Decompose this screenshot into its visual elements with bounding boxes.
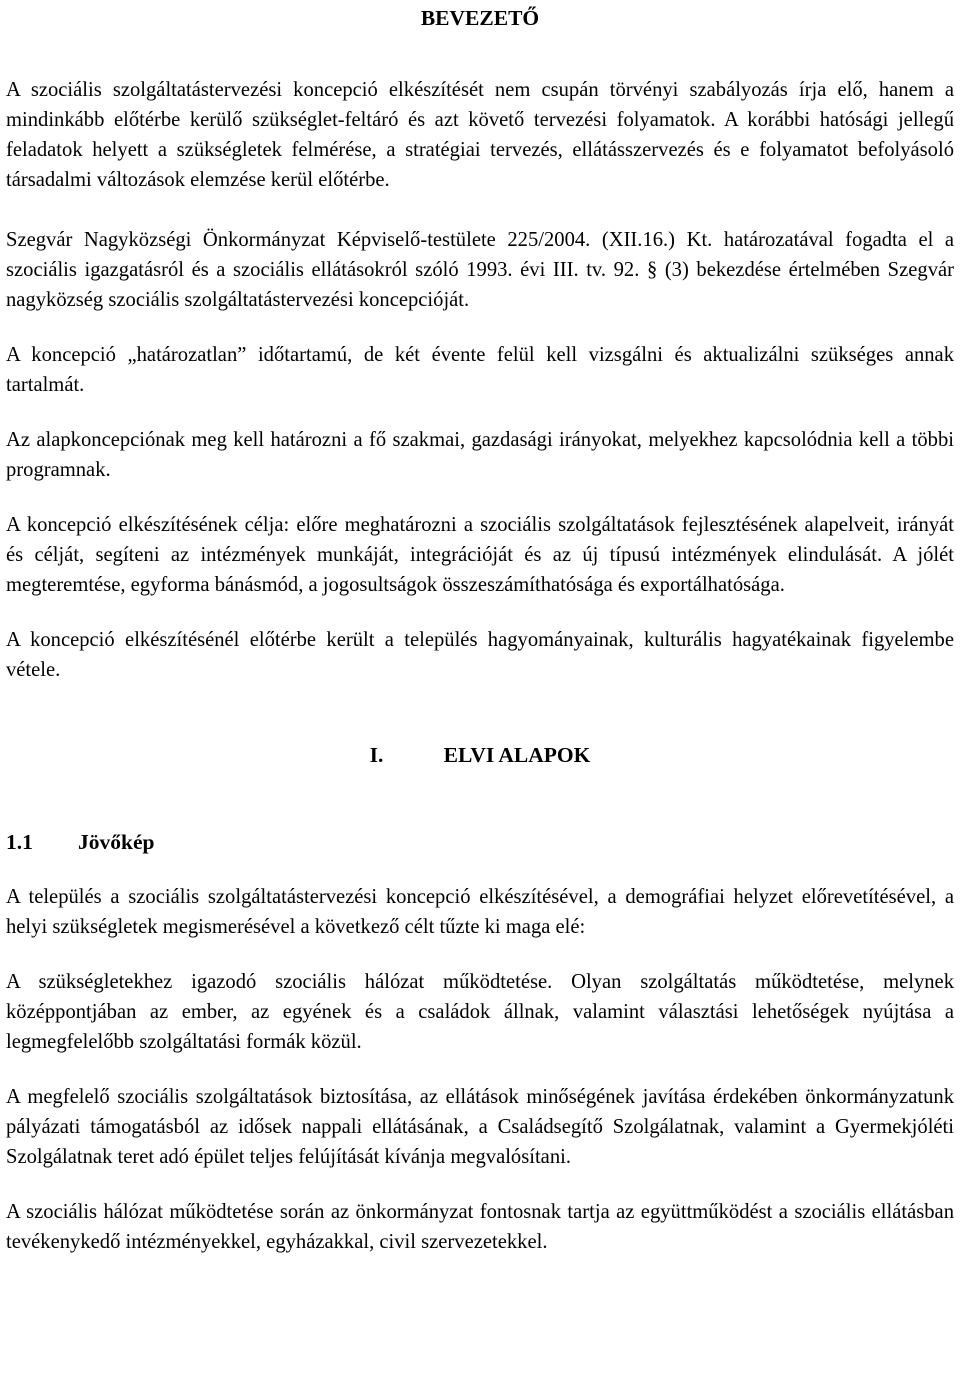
- subsection-heading: [6, 827, 954, 857]
- intro-paragraph: A szociális szolgáltatástervezési koncepció elkészítését nem csupán törvényi szabályozás írja elő, hanem a mindinkább előtérbe kerülő szükséglet-feltáró és azt követő tervezési folyamatok. A korábbi hatósági jellegű feladatok helyett a szükségletek felmérése, a stratégiai tervezés, ellátásszervezés és e folyamatot befolyásoló társadalmi változások elemzése kerül előtérbe.: [6, 79, 954, 191]
- section-title: ELVI ALAPOK: [443, 743, 591, 767]
- body-paragraph: A település a szociális szolgáltatástervezési koncepció elkészítésével, a demográfiai helyzet előrevetítésével, a helyi szükségletek megismerésével a következő célt tűzte ki maga elé:: [6, 886, 954, 938]
- body-paragraph: A szükségletekhez igazodó szociális hálózat működtetése. Olyan szolgáltatás működtetése, melynek középpontjában az ember, az egyének és a családok állnak, valamint választási lehetőségek nyújtása a legmegfelelőbb szolgáltatási formák közül.: [6, 971, 954, 1053]
- intro-paragraph: A koncepció elkészítésének célja: előre meghatározni a szociális szolgáltatások fejlesztésének alapelveit, irányát és célját, segíteni az intézmények munkáját, integrációját és az új típusú intézmények elindulását. A jólét megteremtése, egyforma bánásmód, a jogosultságok összeszámíthatósága és exportálhatósága.: [6, 514, 954, 596]
- subsection-title: Jövőkép: [78, 830, 155, 854]
- document-page: [6, 0, 954, 1257]
- intro-paragraph: Szegvár Nagyközségi Önkormányzat Képviselő-testülete 225/2004. (XII.16.) Kt. határozatával fogadta el a szociális igazgatásról és a szociális ellátásokról szóló 1993. évi III. tv. 92. § (3) bekezdése értelmében Szegvár nagyközség szociális szolgáltatástervezési koncepcióját.: [6, 229, 954, 311]
- section-number: I.: [369, 743, 384, 767]
- document-heading: BEVEZETŐ: [420, 6, 540, 30]
- intro-paragraph: A koncepció elkészítésénél előtérbe került a település hagyományainak, kulturális hagyatékainak figyelembe vétele.: [6, 629, 954, 681]
- body-paragraph: A szociális hálózat működtetése során az önkormányzat fontosnak tartja az együttműködést a szociális ellátásban tevékenykedő intézményekkel, egyházakkal, civil szervezetekkel.: [6, 1201, 954, 1253]
- body-paragraph: A megfelelő szociális szolgáltatások biztosítása, az ellátások minőségének javítása érdekében önkormányzatunk pályázati támogatásból az idősek nappali ellátásának, a Családsegítő Szolgálatnak, valamint a Gyermekjóléti Szolgálatnak teret adó épület teljes felújítását kívánja megvalósítani.: [6, 1086, 954, 1168]
- intro-paragraph: A koncepció „határozatlan” időtartamú, de két évente felül kell vizsgálni és aktualizálni szükséges annak tartalmát.: [6, 344, 954, 396]
- intro-paragraph: Az alapkoncepciónak meg kell határozni a fő szakmai, gazdasági irányokat, melyekhez kapcsolódnia kell a többi programnak.: [6, 429, 954, 481]
- section-heading: [6, 740, 954, 770]
- subsection-number: 1.1: [6, 830, 33, 854]
